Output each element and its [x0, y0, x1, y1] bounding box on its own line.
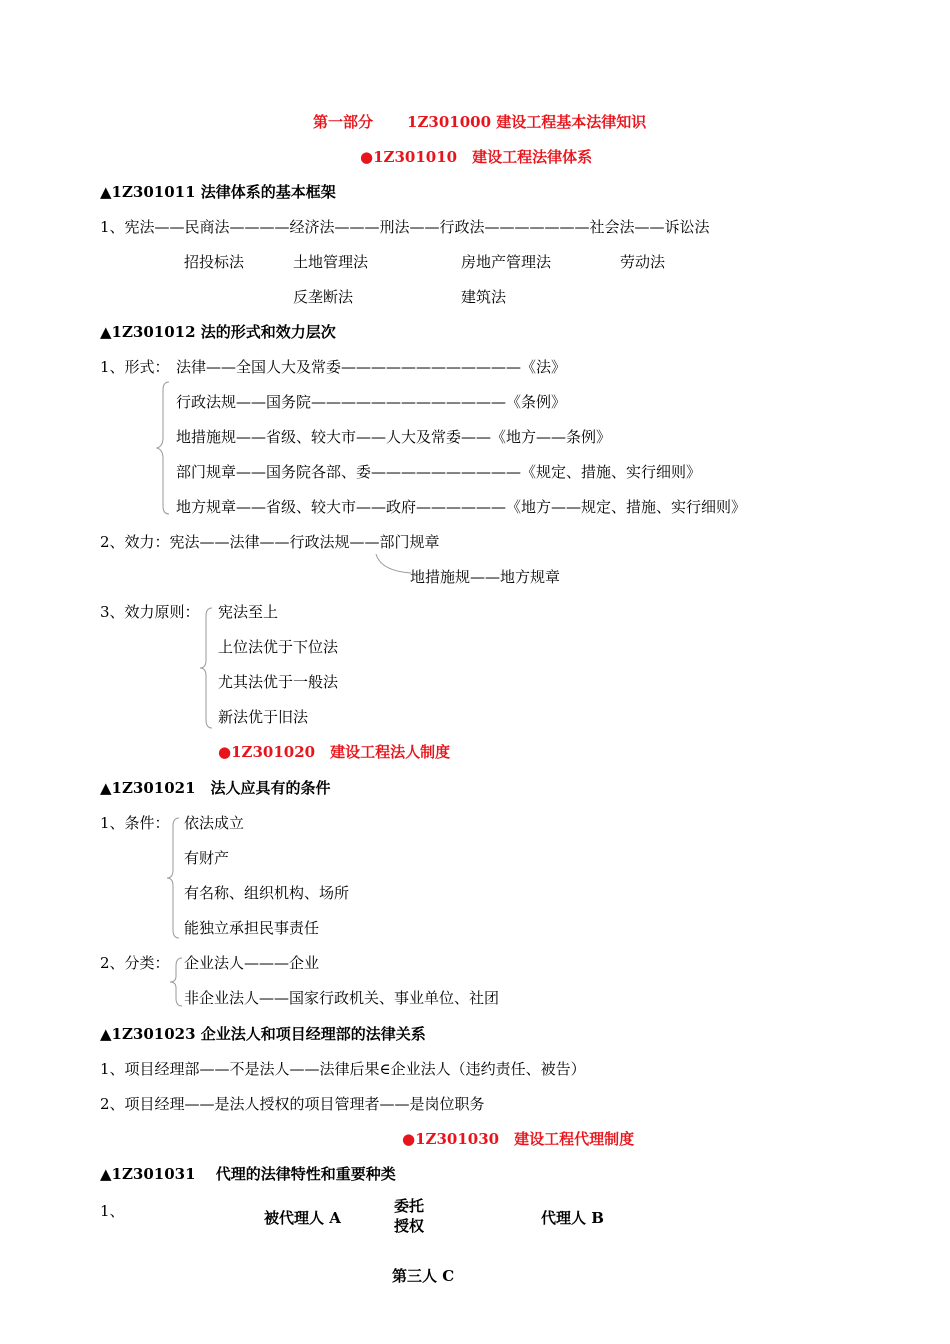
principle-label: 3、效力原则：: [100, 603, 200, 621]
subsection-heading-1z301011: ▲1Z301011 法律体系的基本框架: [100, 183, 336, 201]
principle-item: 宪法至上: [218, 603, 279, 621]
condition-item: 能独立承担民事责任: [184, 919, 320, 937]
law-system-line: 1、宪法——民商法————经济法———刑法——行政法———————社会法——诉讼法: [100, 218, 710, 236]
law-sub-item: 建筑法: [461, 288, 507, 306]
part-title-text: 建设工程基本法律知识: [496, 113, 647, 131]
law-sub-item: 土地管理法: [293, 253, 369, 271]
relation-line: 1、项目经理部——不是法人——法律后果∈企业法人（违约责任、被告）: [100, 1060, 586, 1078]
condition-item: 有财产: [184, 849, 230, 867]
subsection-heading-1z301012: ▲1Z301012 法的形式和效力层次: [100, 323, 336, 341]
principle-item: 上位法优于下位法: [218, 638, 339, 656]
effect-line-2: 地措施规——地方规章: [410, 568, 561, 586]
form-item: 地方规章——省级、较大市——政府——————《地方——规定、措施、实行细则》: [176, 498, 747, 516]
entrust-label: 委托: [394, 1197, 425, 1215]
subsection-heading-1z301031: ▲1Z301031 代理的法律特性和重要种类: [100, 1165, 396, 1183]
authorize-label: 授权: [394, 1217, 425, 1235]
form-item: 行政法规——国务院—————————————《条例》: [176, 393, 567, 411]
principle-item: 尤其法优于一般法: [218, 673, 339, 691]
law-sub-item: 劳动法: [620, 253, 666, 271]
classification-item: 企业法人———企业: [184, 954, 320, 972]
effect-connector: [375, 553, 415, 575]
effect-line: 2、效力：宪法——法律——行政法规——部门规章: [100, 533, 440, 551]
law-sub-item: 反垄断法: [293, 288, 354, 306]
law-sub-item: 房地产管理法: [461, 253, 552, 271]
condition-item: 依法成立: [184, 814, 245, 832]
principle-item: 新法优于旧法: [218, 708, 309, 726]
condition-item: 有名称、组织机构、场所: [184, 884, 350, 902]
principal-node: 被代理人 A: [264, 1209, 341, 1227]
part-title: [313, 112, 646, 132]
form-item: 法律——全国人大及常委————————————《法》: [176, 358, 567, 376]
form-label: 1、形式：: [100, 358, 170, 376]
classification-label: 2、分类：: [100, 954, 170, 972]
relation-line: 2、项目经理——是法人授权的项目管理者——是岗位职务: [100, 1095, 485, 1113]
section-heading-1z301020: ●1Z301020 建设工程法人制度: [218, 743, 451, 761]
condition-brace: [165, 816, 181, 940]
form-item: 部门规章——国务院各部、委——————————《规定、措施、实行细则》: [176, 463, 702, 481]
subsection-heading-1z301023: ▲1Z301023 企业法人和项目经理部的法律关系: [100, 1025, 426, 1043]
part-code: 1Z301000: [407, 113, 492, 131]
form-item: 地措施规——省级、较大市——人大及常委——《地方——条例》: [176, 428, 612, 446]
classification-item: 非企业法人——国家行政机关、事业单位、社团: [184, 989, 500, 1007]
section-heading-1z301030: ●1Z301030 建设工程代理制度: [402, 1130, 635, 1148]
classification-brace: [168, 956, 184, 1008]
condition-label: 1、条件：: [100, 814, 170, 832]
section-heading-1z301010: ●1Z301010 建设工程法律体系: [360, 148, 593, 166]
subsection-heading-1z301021: ▲1Z301021 法人应具有的条件: [100, 779, 331, 797]
principle-brace: [198, 606, 214, 730]
law-sub-item: 招投标法: [184, 253, 245, 271]
form-brace: [155, 380, 171, 516]
third-party-node: 第三人 C: [392, 1267, 455, 1285]
agent-node: 代理人 B: [541, 1209, 604, 1227]
agency-number: 1、: [100, 1202, 125, 1220]
part-label: 第一部分: [313, 113, 374, 131]
